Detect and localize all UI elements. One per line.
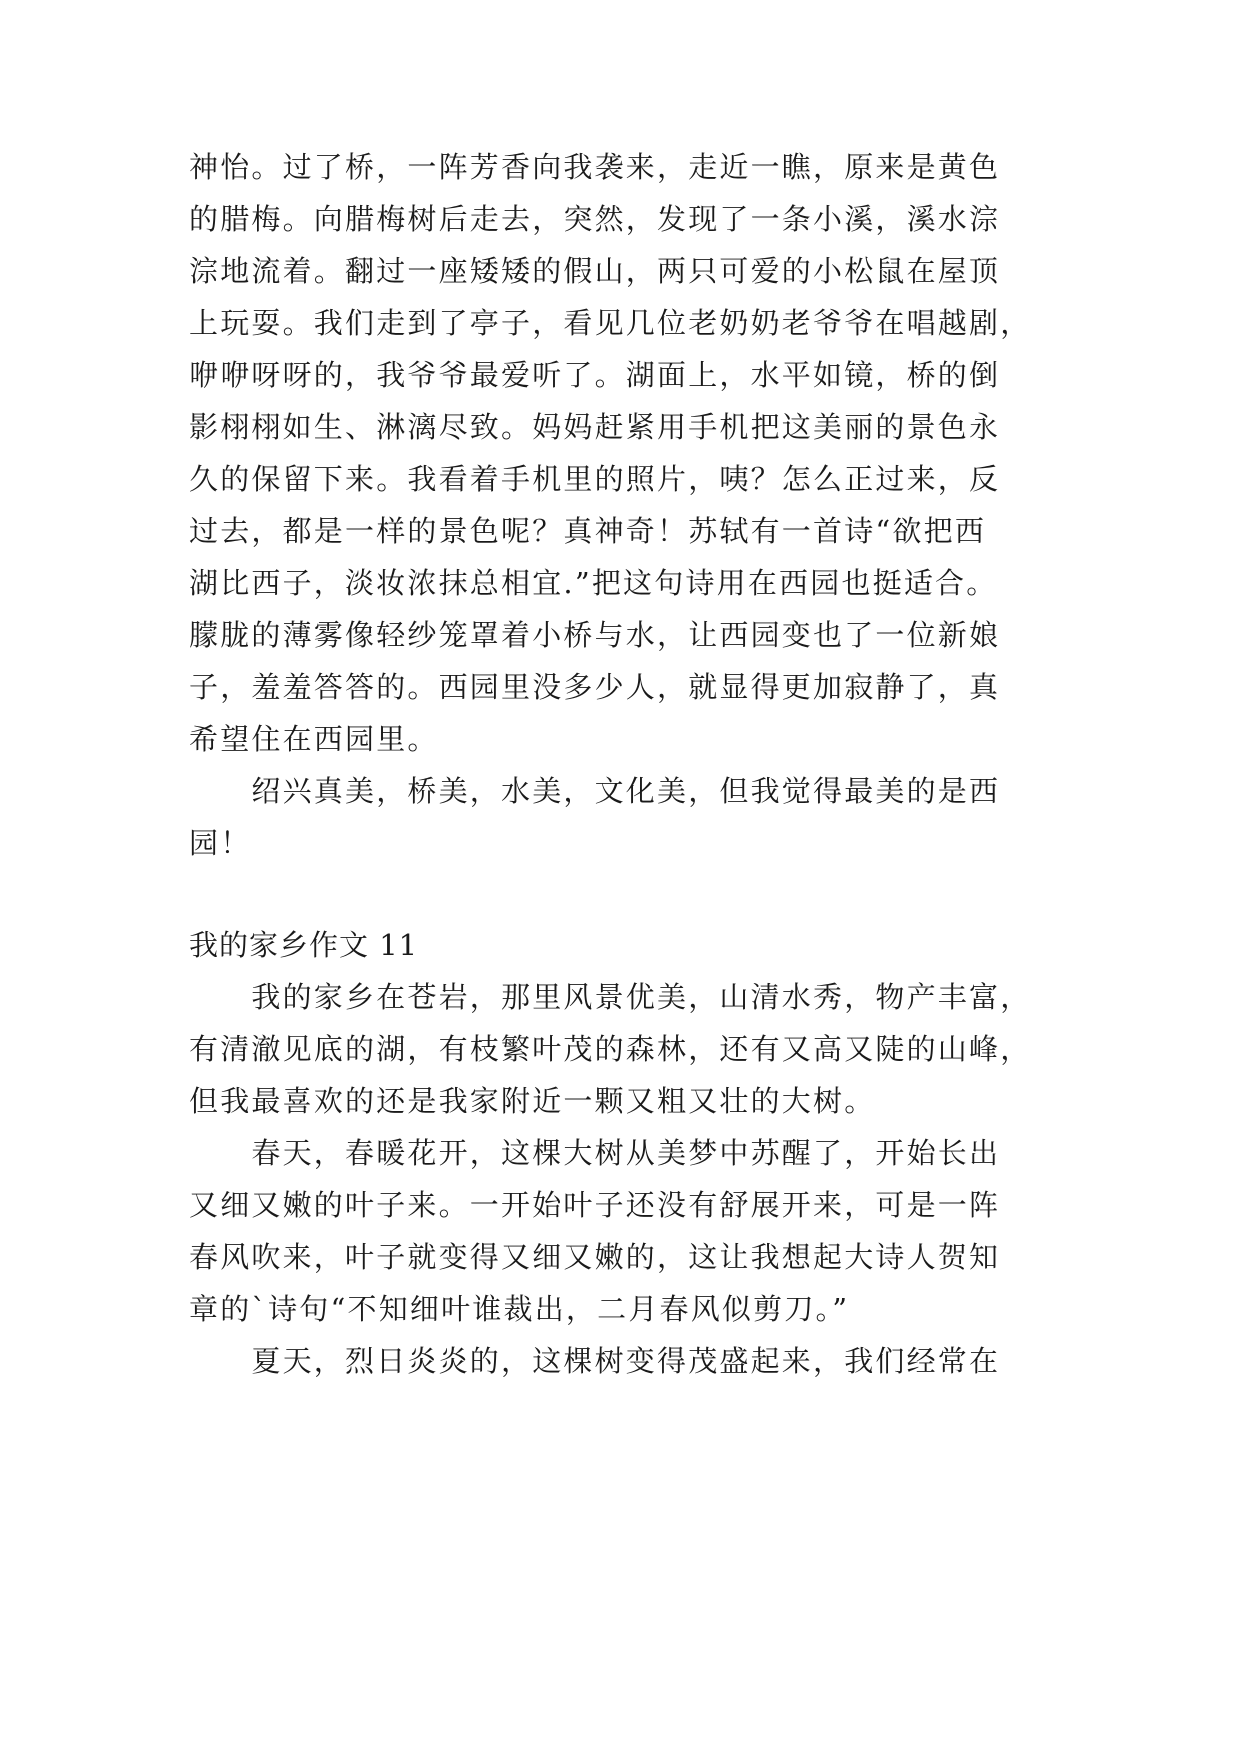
text-line: 神怡。过了桥，一阵芳香向我袭来，走近一瞧，原来是黄色 xyxy=(189,150,1001,184)
text-line: 上玩耍。我们走到了亭子，看见几位老奶奶老爷爷在唱越剧， xyxy=(189,306,1032,340)
text-line: 章的`诗句“不知细叶谁裁出，二月春风似剪刀。” xyxy=(189,1292,850,1326)
text-line: 咿咿呀呀的，我爷爷最爱听了。湖面上，水平如镜，桥的倒 xyxy=(189,358,1001,392)
text-line: 希望住在西园里。 xyxy=(189,722,439,756)
text-line: 夏天，烈日炎炎的，这棵树变得茂盛起来，我们经常在 xyxy=(189,1344,1001,1378)
text-line: 过去，都是一样的景色呢？真神奇！苏轼有一首诗“欲把西 xyxy=(189,514,987,548)
text-line: 但我最喜欢的还是我家附近一颗又粗又壮的大树。 xyxy=(189,1084,876,1118)
section-title: 我的家乡作文 11 xyxy=(189,928,419,962)
text-line: 我的家乡在苍岩，那里风景优美，山清水秀，物产丰富， xyxy=(189,980,1032,1014)
text-line: 春天，春暖花开，这棵大树从美梦中苏醒了，开始长出 xyxy=(189,1136,1001,1170)
text-line: 的腊梅。向腊梅树后走去，突然，发现了一条小溪，溪水淙 xyxy=(189,202,1001,236)
text-line: 子，羞羞答答的。西园里没多少人，就显得更加寂静了，真 xyxy=(189,670,1001,704)
text-line: 湖比西子，淡妆浓抹总相宜.”把这句诗用在西园也挺适合。 xyxy=(189,566,998,600)
text-line: 朦胧的薄雾像轻纱笼罩着小桥与水，让西园变也了一位新娘 xyxy=(189,618,1001,652)
text-line: 影栩栩如生、淋漓尽致。妈妈赶紧用手机把这美丽的景色永 xyxy=(189,410,1001,444)
text-line: 园！ xyxy=(189,826,252,860)
text-line: 春风吹来，叶子就变得又细又嫩的，这让我想起大诗人贺知 xyxy=(189,1240,1001,1274)
text-line: 绍兴真美，桥美，水美，文化美，但我觉得最美的是西 xyxy=(189,774,1001,808)
text-line: 有清澈见底的湖，有枝繁叶茂的森林，还有又高又陡的山峰， xyxy=(189,1032,1032,1066)
text-line: 淙地流着。翻过一座矮矮的假山，两只可爱的小松鼠在屋顶 xyxy=(189,254,1001,288)
text-line: 久的保留下来。我看着手机里的照片，咦？怎么正过来，反 xyxy=(189,462,1001,496)
text-line: 又细又嫩的叶子来。一开始叶子还没有舒展开来，可是一阵 xyxy=(189,1188,1001,1222)
